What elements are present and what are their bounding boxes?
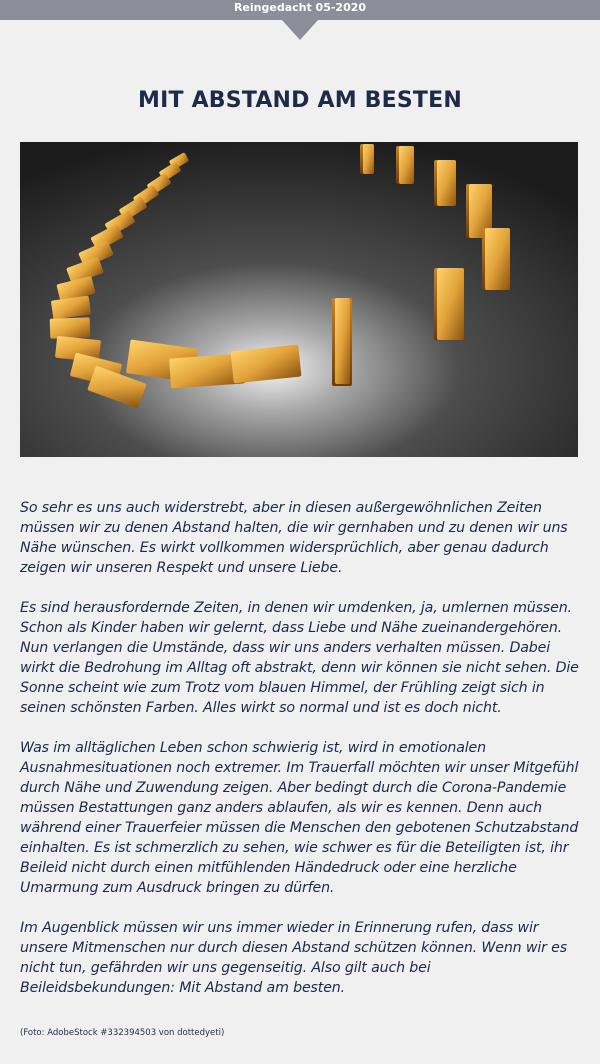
article-title: MIT ABSTAND AM BESTEN — [138, 88, 462, 113]
issue-banner — [0, 0, 600, 20]
photo-credit: (Foto: AdobeStock #332394503 von dottedyeti) — [20, 1028, 225, 1038]
article-photo — [20, 142, 578, 457]
fallen-domino — [50, 317, 91, 338]
standing-domino-face — [485, 228, 510, 290]
standing-domino-face — [437, 160, 456, 206]
lone-domino-face — [335, 298, 350, 384]
article-paragraph: So sehr es uns auch widerstrebt, aber in diesen außergewöhnlichen Zeiten müssen wir zu denen Abstand halten, die wir gernhaben und zu denen wir uns Nähe wünschen. Es wirkt vollkommen widersprüchlich, aber genau dadurch zeigen wir unseren Respekt und unsere Liebe. — [20, 500, 568, 576]
article-paragraph: Was im alltäglichen Leben schon schwierig ist, wird in emotionalen Ausnahmesituationen noch extremer. Im Trauerfall möchten wir unser Mitgefühl durch Nähe und Zuwendung zeigen. Aber bedingt durch die Corona-Pandemie müssen Bestattungen ganz anders ablaufen, als wir es kennen. Denn auch während einer Trauerfeier müssen die Menschen den gebotenen Schutzabstand einhalten. Es ist schmerzlich zu sehen, wie schwer es für die Beteiligten ist, ihr Beileid nicht durch einen mitfühlenden Händedruck oder eine herzliche Umarmung zum Ausdruck bringen zu dürfen. — [20, 740, 579, 896]
domino-illustration — [20, 142, 578, 457]
standing-domino-face — [363, 144, 374, 174]
standing-domino-face — [399, 146, 414, 184]
standing-domino-face — [437, 268, 464, 340]
article-body — [20, 498, 585, 1018]
banner-pointer — [282, 20, 318, 40]
issue-label: Reingedacht 05-2020 — [233, 1, 367, 14]
article-paragraph: Es sind herausfordernde Zeiten, in denen wir umdenken, ja, umlernen müssen. Schon als Kinder haben wir gelernt, dass Liebe und Nähe zueinandergehören. Nun verlangen die Umstände, dass wir uns anders verhalten müssen. Dabei wirkt die Bedrohung im Alltag oft abstrakt, denn wir können sie nicht sehen. Die Sonne scheint wie zum Trotz vom blauen Himmel, der Frühling zeigt sich in seinen schönsten Farben. Alles wirkt so normal und ist es doch nicht. — [20, 600, 579, 716]
article-paragraph: Im Augenblick müssen wir uns immer wieder in Erinnerung rufen, dass wir unsere Mitmenschen nur durch diesen Abstand schützen können. Wenn wir es nicht tun, gefährden wir uns gegenseitig. Also gilt auch bei Beileidsbekundungen: Mit Abstand am besten. — [20, 920, 567, 996]
